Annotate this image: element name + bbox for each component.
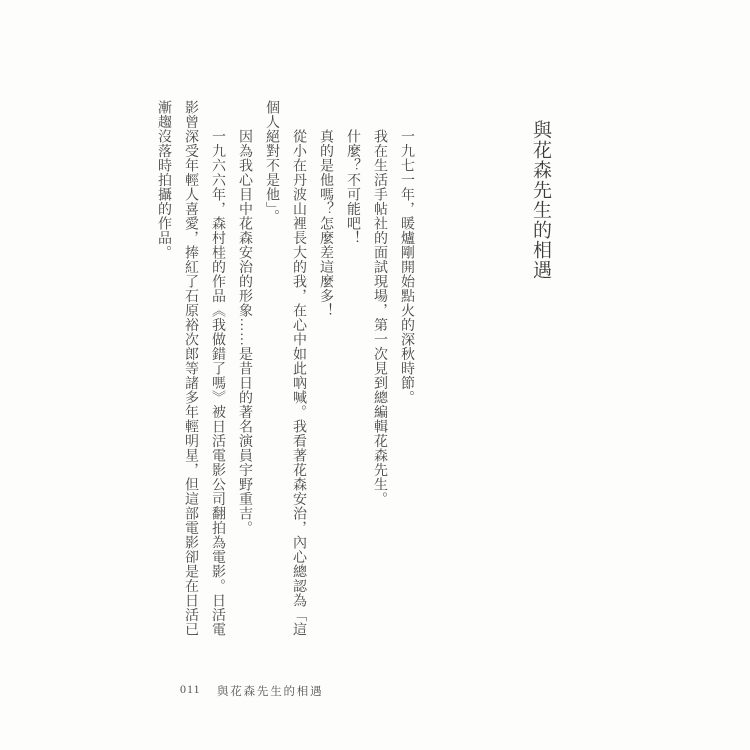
- page-number: 011: [180, 682, 201, 696]
- body-text-column: 個人絕對不是他」。: [264, 100, 279, 224]
- body-text-column: 從小在丹波山裡長大的我，在心中如此吶喊。我看著花森安治，內心總認為「這: [291, 129, 306, 637]
- body-text-column: 真的是他嗎？怎麼差這麼多！: [318, 129, 333, 318]
- body-text-column: 漸趨沒落時拍攝的作品。: [156, 100, 171, 260]
- body-text-column: 我在生活手帖社的面試現場，第一次見到總編輯花森先生。: [372, 129, 387, 506]
- page-footer: [0, 682, 750, 702]
- body-text-column: 什麼？不可能吧！: [345, 129, 360, 245]
- footer-chapter-title: 與花森先生的相遇: [217, 686, 324, 698]
- chapter-title: 與花森先生的相遇: [530, 120, 551, 280]
- body-text-column: 影曾深受年輕人喜愛，捧紅了石原裕次郎等諸多年輕明星，但這部電影卻是在日活已: [183, 100, 198, 637]
- body-text-column: 因為我心目中花森安治的形象……是昔日的著名演員宇野重吉。: [237, 129, 252, 535]
- body-text-column: 一九七一年，暖爐剛開始點火的深秋時節。: [399, 129, 414, 405]
- body-text-column: 一九六六年，森村桂的作品《我做錯了嗎》被日活電影公司翻拍為電影。日活電: [210, 129, 225, 637]
